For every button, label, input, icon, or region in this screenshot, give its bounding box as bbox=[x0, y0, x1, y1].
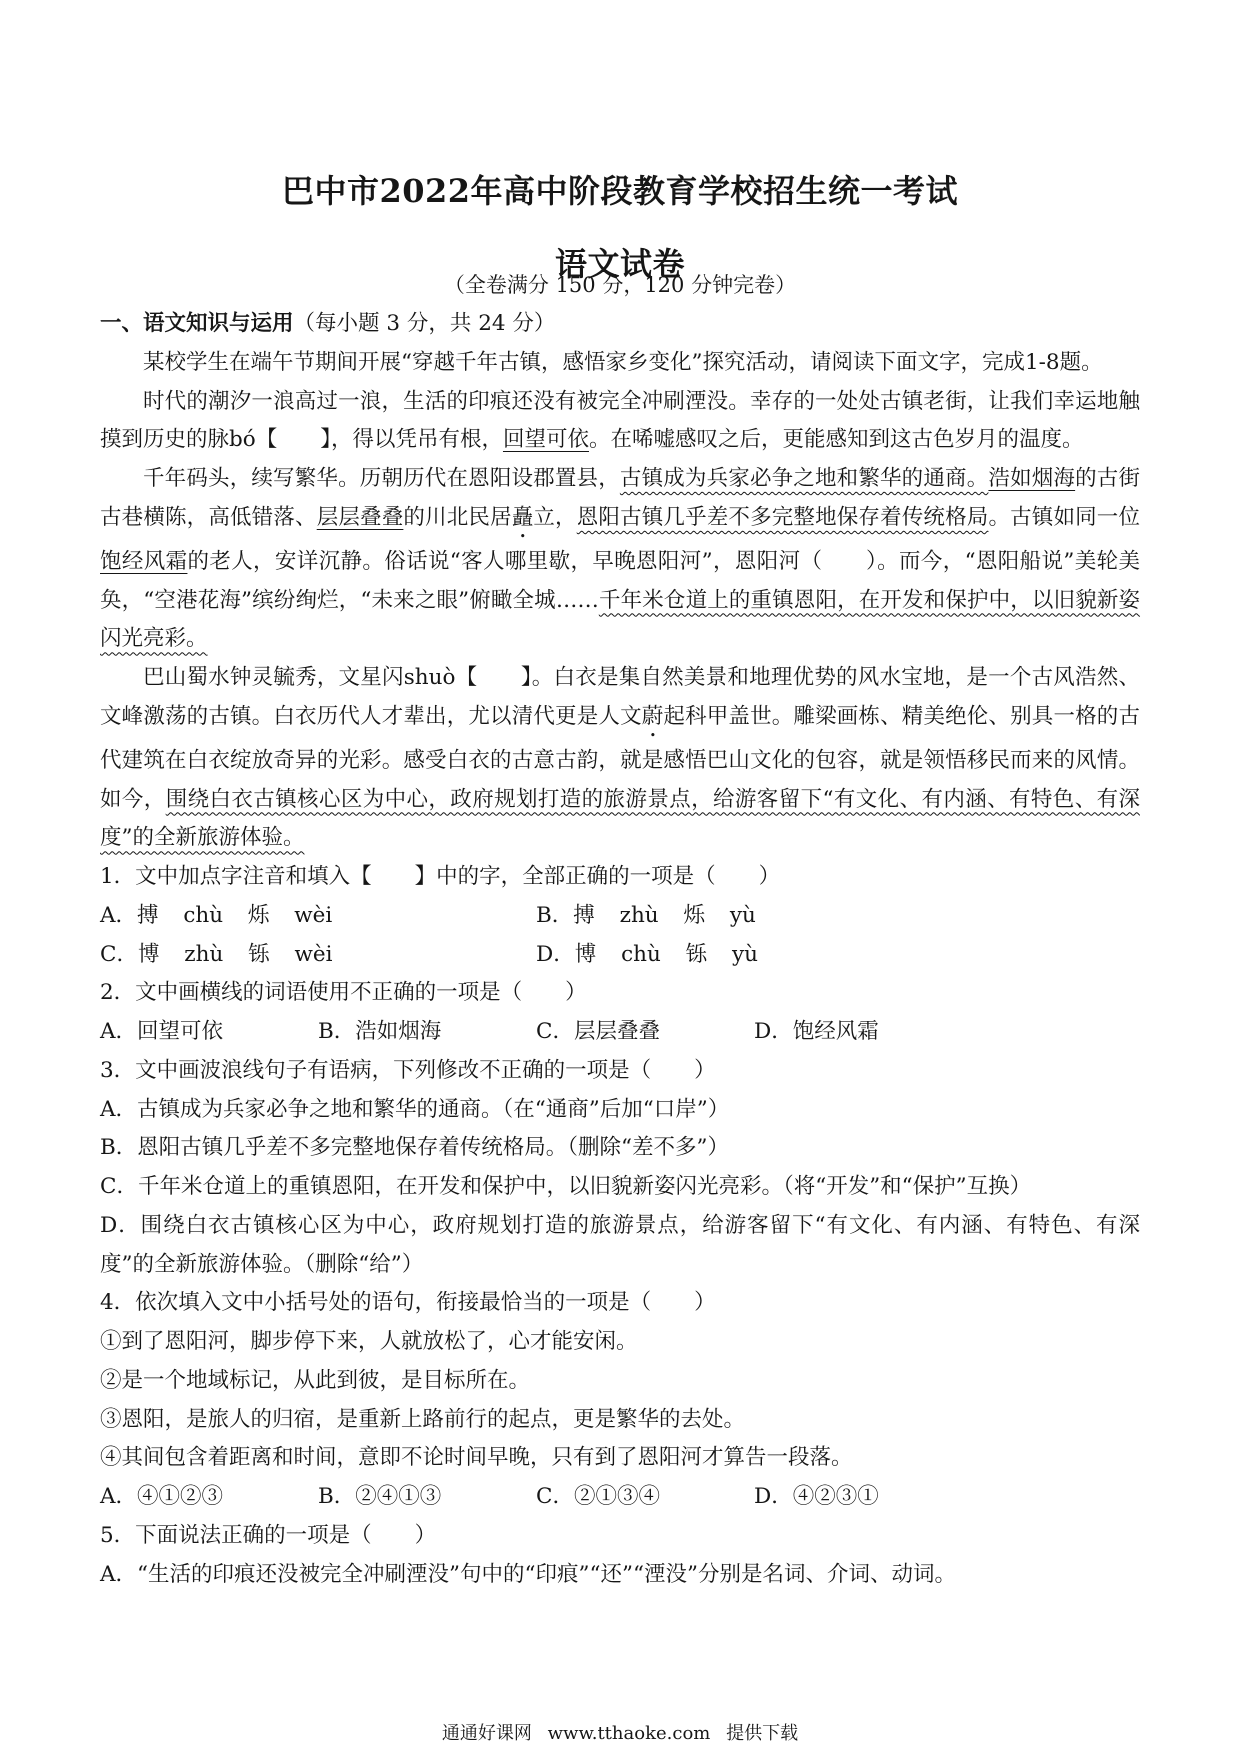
question-4-option-c: C．②①③④ bbox=[536, 1484, 660, 1509]
question-1-option-b: B．搏 zhù 烁 yù bbox=[536, 902, 756, 928]
question-4-statement-1: ①到了恩阳河，脚步停下来，人就放松了，心才能安闲。 bbox=[100, 1329, 638, 1354]
question-3-option-a: A．古镇成为兵家必争之地和繁华的通商。（在“通商”后加“口岸”） bbox=[100, 1096, 730, 1122]
question-5-stem: 5．下面说法正确的一项是（ ） bbox=[100, 1522, 437, 1548]
question-3-option-c: C．千年米仓道上的重镇恩阳，在开发和保护中，以旧貌新姿闪光亮彩。（将“开发”和“保护”互换） bbox=[100, 1174, 1032, 1199]
section-header bbox=[100, 305, 1140, 344]
passage-text: 的古街古巷横陈，高低错落、 bbox=[100, 466, 1140, 530]
question-4-option-d: D．④②③① bbox=[754, 1484, 879, 1509]
section-heading: 一、语文知识与运用 bbox=[100, 311, 294, 336]
dotted-character: 蔚 bbox=[641, 703, 664, 729]
wavy-underlined-sentence: 围绕白衣古镇核心区为中心，政府规划打造的旅游景点，给游客留下“有文化、有内涵、有特色、有深度”的全新旅游体验。 bbox=[100, 786, 1140, 851]
underlined-phrase: 层层叠叠 bbox=[316, 504, 404, 530]
passage-text: 起科甲盖世。雕梁画栋、精美绝伦、别具一格的古代建筑在白衣绽放奇异的光彩。感受白衣的古意古韵，就是感悟巴山文化的包容，就是领悟移民而来的风情。如今， bbox=[100, 703, 1140, 812]
question-3-option-b: B．恩阳古镇几乎差不多完整地保存着传统格局。（删除“差不多”） bbox=[100, 1135, 730, 1161]
question-1-option-a: A．搏 chù 烁 wèi bbox=[100, 902, 333, 928]
underlined-phrase: 饱经风霜 bbox=[100, 548, 188, 574]
passage-paragraph-1 bbox=[100, 383, 1140, 461]
question-2-option-c: C．层层叠叠 bbox=[536, 1019, 660, 1044]
question-1-option-d: D．博 chù 铄 yù bbox=[536, 941, 758, 967]
question-4-statement-2: ②是一个地域标记，从此到彼，是目标所在。 bbox=[100, 1367, 531, 1393]
question-3-option-d: D．围绕白衣古镇核心区为中心，政府规划打造的旅游景点，给游客留下“有文化、有内涵、有特色、有深度”的全新旅游体验。（删除“给”） bbox=[100, 1212, 1140, 1277]
passage-text: 。在唏嘘感叹之后，更能感知到这古色岁月的温度。 bbox=[588, 427, 1084, 453]
question-2-stem: 2．文中画横线的词语使用不正确的一项是（ ） bbox=[100, 980, 587, 1006]
question-1-options bbox=[100, 897, 1140, 975]
underlined-phrase: 回望可依 bbox=[502, 427, 589, 453]
passage-intro: 某校学生在端午节期间开展“穿越千年古镇，感悟家乡变化”探究活动，请阅读下面文字，完成1-8题。 bbox=[143, 349, 1103, 375]
question-4-statement-4: ④其间包含着距离和时间，意即不论时间早晚，只有到了恩阳河才算告一段落。 bbox=[100, 1445, 853, 1471]
question-1-option-c: C．博 zhù 铄 wèi bbox=[100, 941, 333, 967]
wavy-underlined-sentence: 恩阳古镇几乎差不多完整地保存着传统格局 bbox=[576, 504, 989, 530]
question-4-options bbox=[100, 1478, 1140, 1517]
underlined-phrase: 浩如烟海 bbox=[988, 466, 1076, 491]
question-2-option-b: B．浩如烟海 bbox=[318, 1019, 442, 1044]
question-3-stem: 3．文中画波浪线句子有语病，下列修改不正确的一项是（ ） bbox=[100, 1057, 716, 1083]
exam-subtitle: 语文试卷 bbox=[554, 244, 685, 283]
exam-content bbox=[100, 305, 1140, 1594]
question-4-option-b: B．②④①③ bbox=[318, 1484, 442, 1509]
passage-text: 时代的潮汐一浪高过一浪，生活的印痕还没有被完全冲刷湮没。幸存的一处处古镇老街，让我们幸运地触摸到历史的脉bó【 】，得以凭吊有根， bbox=[100, 388, 1140, 453]
exam-note: （全卷满分 150 分，120 分钟完卷） bbox=[443, 273, 797, 297]
section-scoring: （每小题 3 分，共 24 分） bbox=[293, 311, 556, 336]
question-4-option-a: A．④①②③ bbox=[100, 1484, 224, 1509]
question-2-option-a: A．回望可依 bbox=[100, 1019, 224, 1044]
question-2-options bbox=[100, 1013, 1140, 1052]
exam-title: 巴中市2022年高中阶段教育学校招生统一考试 bbox=[281, 172, 959, 211]
page-footer: 通通好课网 www.tthaoke.com 提供下载 bbox=[441, 1723, 799, 1744]
passage-text: 千年码头，续写繁华。历朝历代在恩阳设郡置县， bbox=[143, 466, 620, 491]
question-5-option-a: A．“生活的印痕还没被完全冲刷湮没”句中的“印痕”“还”“湮没”分别是名词、介词、动词。 bbox=[100, 1561, 956, 1587]
question-1-stem: 1．文中加点字注音和填入【 】中的字，全部正确的一项是（ ） bbox=[100, 864, 781, 889]
passage-text: 巴山蜀水钟灵毓秀，文星闪shuò【 】。白衣是集自然美景和地理优势的风水宝地，是一个古风浩然、文峰激荡的古镇。白衣历代人才辈出，尤以清代更是人文 bbox=[100, 665, 1140, 729]
question-2-option-d: D．饱经风霜 bbox=[754, 1019, 879, 1044]
passage-text: 的老人，安详沉静。俗话说“客人哪里歇，早晚恩阳河”，恩阳河（ ）。而今，“恩阳船说”美轮美奂，“空港花海”缤纷绚烂，“未来之眼”俯瞰全城…… bbox=[100, 548, 1140, 613]
passage-paragraph-3 bbox=[100, 659, 1140, 858]
question-4-statement-3: ③恩阳，是旅人的归宿，是重新上路前行的起点，更是繁华的去处。 bbox=[100, 1406, 746, 1432]
passage-text: 立， bbox=[533, 504, 577, 530]
wavy-underlined-sentence: 古镇成为兵家必争之地和繁华的通商。 bbox=[619, 466, 989, 491]
wavy-underlined-sentence: 千年米仓道上的重镇恩阳，在开发和保护中，以旧貌新姿闪光亮彩。 bbox=[100, 587, 1141, 652]
dotted-character: 矗 bbox=[511, 504, 534, 530]
passage-text: 。古镇如同一位 bbox=[988, 504, 1140, 530]
question-4-stem: 4．依次填入文中小括号处的语句，衔接最恰当的一项是（ ） bbox=[100, 1290, 716, 1316]
passage-text: 的川北民居 bbox=[403, 504, 512, 530]
passage-paragraph-2 bbox=[100, 460, 1140, 659]
